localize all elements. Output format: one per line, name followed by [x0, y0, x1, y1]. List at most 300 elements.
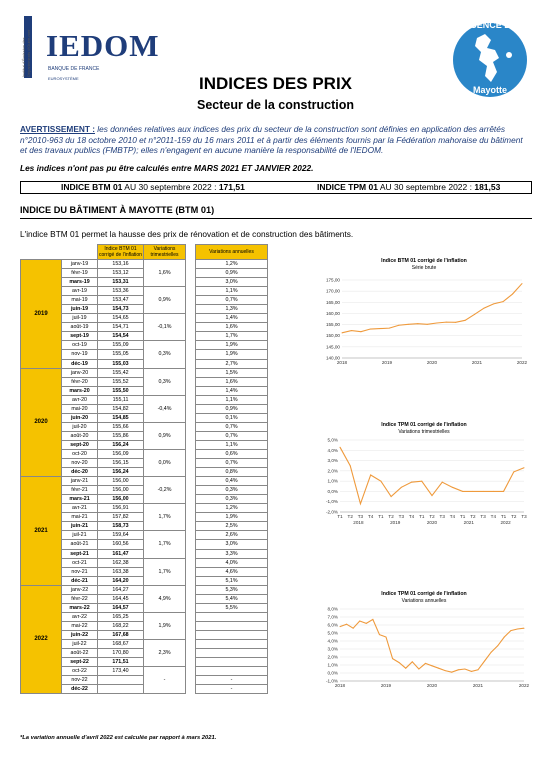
- chart-title: Indice TPM 01 corrigé de l'inflation: [381, 591, 467, 597]
- month-cell: sept-20: [62, 440, 98, 449]
- month-header: [62, 245, 98, 260]
- month-cell: juil-20: [62, 422, 98, 431]
- x-tick-label: T3: [357, 514, 364, 519]
- data-point: [493, 491, 494, 492]
- index-value-cell: 157,82: [98, 513, 144, 522]
- data-point: [425, 663, 426, 664]
- month-cell: avr-20: [62, 395, 98, 404]
- year-cell: 2020: [21, 368, 62, 477]
- annual-variation-cell: 0,3%: [196, 495, 268, 504]
- index-value-cell: 168,22: [98, 621, 144, 630]
- data-point: [472, 491, 473, 492]
- index-value-cell: 154,73: [98, 305, 144, 314]
- annual-variation-cell: 0,9%: [196, 404, 268, 413]
- index-value-cell: 156,00: [98, 477, 144, 486]
- chart-svg: [318, 589, 530, 689]
- x-tick-label: T1: [378, 514, 384, 519]
- y-tick-label: 3,0%: [327, 646, 338, 652]
- y-tick-label: 145,00: [325, 344, 340, 350]
- table-row: [21, 477, 268, 486]
- section-title: INDICE DU BÂTIMENT À MAYOTTE (BTM 01): [20, 205, 215, 215]
- data-point: [464, 669, 465, 670]
- annual-variation-cell: 1,6%: [196, 323, 268, 332]
- data-point: [446, 322, 447, 323]
- x-tick-label: T1: [337, 514, 343, 519]
- quarterly-variation-cell: 1,7%: [144, 531, 186, 558]
- index-value-cell: 154,82: [98, 404, 144, 413]
- quarterly-variation-cell: 0,0%: [144, 449, 186, 476]
- quarterly-variation-cell: 1,7%: [144, 558, 186, 585]
- data-point: [350, 465, 351, 466]
- svg-text:AGENCE DE: AGENCE DE: [463, 20, 517, 30]
- annual-variation-cell: 5,1%: [196, 576, 268, 585]
- month-cell: déc-19: [62, 359, 98, 368]
- y-tick-label: 1,0%: [327, 662, 338, 668]
- month-cell: juil-21: [62, 531, 98, 540]
- chart-btm-raw: [318, 256, 530, 368]
- x-tick-label: T1: [459, 514, 466, 519]
- data-point: [452, 487, 453, 488]
- annual-variation-cell: [196, 658, 268, 667]
- index-header: Indice BTM 01 corrigé de l'inflation: [99, 245, 142, 258]
- index-value-cell: 155,11: [98, 395, 144, 404]
- annual-variation-cell: [196, 649, 268, 658]
- data-point: [503, 301, 504, 302]
- data-point: [484, 661, 485, 662]
- annual-variation-cell: 1,9%: [196, 341, 268, 350]
- annual-variation-cell: 1,9%: [196, 513, 268, 522]
- x-tick-label: 2022: [516, 360, 528, 365]
- data-point: [417, 323, 418, 324]
- index-value-cell: 158,73: [98, 522, 144, 531]
- x-tick-label: T4: [408, 514, 415, 519]
- data-point: [510, 630, 511, 631]
- annual-variation-cell: 0,1%: [196, 413, 268, 422]
- annual-variation-cell: 0,7%: [196, 459, 268, 468]
- annual-variation-cell: 1,2%: [196, 260, 268, 269]
- data-point: [412, 661, 413, 662]
- data-point: [391, 496, 392, 497]
- x-tick-label: T1: [419, 514, 425, 519]
- tpm-summary: [317, 182, 500, 193]
- data-point: [465, 320, 466, 321]
- tpm-value: 181,53: [474, 182, 501, 192]
- annual-header: Variations annuelles: [196, 245, 268, 260]
- month-cell: déc-21: [62, 576, 98, 585]
- month-cell: mai-20: [62, 404, 98, 413]
- chart-subtitle: Série brute: [411, 265, 437, 271]
- annual-variation-cell: 4,6%: [196, 567, 268, 576]
- x-tick-label: T3: [439, 514, 445, 519]
- index-summary-box: [20, 181, 532, 194]
- index-value-cell: 163,38: [98, 567, 144, 576]
- annual-variation-cell: 1,4%: [196, 386, 268, 395]
- month-cell: janv-22: [62, 585, 98, 594]
- y-tick-label: 0,0%: [327, 670, 338, 676]
- index-value-cell: 153,36: [98, 287, 144, 296]
- y-tick-label: 2,0%: [327, 654, 338, 660]
- month-cell: mai-22: [62, 621, 98, 630]
- annual-variation-cell: 0,7%: [196, 422, 268, 431]
- month-cell: juin-19: [62, 305, 98, 314]
- annual-variation-cell: 1,9%: [196, 350, 268, 359]
- data-point: [379, 634, 380, 635]
- index-value-cell: 168,67: [98, 639, 144, 648]
- y-tick-label: 0,0%: [327, 488, 338, 494]
- agence-mayotte-logo: [447, 10, 533, 110]
- index-value-cell: 170,80: [98, 649, 144, 658]
- index-value-cell: 161,47: [98, 549, 144, 558]
- data-point: [524, 467, 525, 468]
- annual-variation-cell: 1,4%: [196, 314, 268, 323]
- month-cell: mars-21: [62, 495, 98, 504]
- data-point: [513, 471, 514, 472]
- intro-text: L'indice BTM 01 permet la hausse des prix de rénovation et de construction des bâtiments.: [20, 229, 354, 239]
- month-cell: août-22: [62, 649, 98, 658]
- y-tick-label: 6,0%: [327, 622, 338, 628]
- annual-variation-cell: 0,4%: [196, 477, 268, 486]
- index-value-cell: [98, 676, 144, 685]
- data-point: [474, 314, 475, 315]
- chart-tpm-annual: [318, 589, 530, 689]
- annual-variation-cell: 0,7%: [196, 296, 268, 305]
- month-cell: sept-22: [62, 658, 98, 667]
- quarterly-variation-cell: 0,9%: [144, 287, 186, 314]
- month-cell: mai-19: [62, 296, 98, 305]
- data-point: [462, 491, 463, 492]
- spacer-cell: [186, 314, 196, 341]
- chart-subtitle: Variations annuelles: [401, 598, 447, 604]
- data-point: [436, 323, 437, 324]
- table-row: [21, 260, 268, 269]
- data-point: [405, 668, 406, 669]
- series-line: [340, 619, 524, 672]
- spacer-cell: [186, 449, 196, 476]
- annual-variation-cell: 0,6%: [196, 449, 268, 458]
- x-tick-label: 2020: [426, 683, 438, 688]
- index-value-cell: 156,15: [98, 459, 144, 468]
- y-tick-label: 8,0%: [327, 606, 338, 612]
- data-point: [401, 487, 402, 488]
- index-value-cell: 155,09: [98, 341, 144, 350]
- data-point: [478, 669, 479, 670]
- data-point: [497, 645, 498, 646]
- month-cell: mars-20: [62, 386, 98, 395]
- data-point: [471, 671, 472, 672]
- y-tick-label: 155,00: [325, 322, 340, 328]
- index-value-cell: 153,47: [98, 296, 144, 305]
- y-tick-label: 140,00: [325, 355, 340, 361]
- month-cell: juil-22: [62, 639, 98, 648]
- svg-text:Mayotte: Mayotte: [472, 85, 508, 95]
- x-tick-label: 2020: [426, 360, 438, 365]
- data-point: [455, 322, 456, 323]
- month-cell: févr-21: [62, 486, 98, 495]
- data-point: [399, 662, 400, 663]
- data-point: [491, 652, 492, 653]
- annual-variation-cell: 5,4%: [196, 594, 268, 603]
- x-group-label: 2022: [500, 520, 511, 525]
- quarterly-variation-cell: 1,7%: [144, 504, 186, 531]
- index-value-cell: 155,03: [98, 359, 144, 368]
- quarterly-variation-cell: 2,3%: [144, 639, 186, 666]
- section-divider: [20, 218, 532, 219]
- data-point: [512, 294, 513, 295]
- month-cell: oct-21: [62, 558, 98, 567]
- month-cell: août-21: [62, 540, 98, 549]
- spacer-header: [186, 245, 196, 260]
- y-tick-label: 160,00: [325, 310, 340, 316]
- table-row: [21, 368, 268, 377]
- index-value-cell: 156,00: [98, 495, 144, 504]
- index-value-cell: 153,16: [98, 260, 144, 269]
- chart-title: Indice TPM 01 corrigé de l'inflation: [381, 422, 467, 428]
- spacer-cell: [186, 639, 196, 666]
- spacer-cell: [186, 531, 196, 558]
- index-value-cell: 164,27: [98, 585, 144, 594]
- y-tick-label: -1,0%: [325, 499, 338, 505]
- month-cell: mars-22: [62, 603, 98, 612]
- x-tick-label: T1: [500, 514, 507, 519]
- x-tick-label: T4: [490, 514, 497, 519]
- month-cell: avr-19: [62, 287, 98, 296]
- month-cell: avr-22: [62, 612, 98, 621]
- spacer-cell: [186, 504, 196, 531]
- spacer-cell: [186, 395, 196, 422]
- index-value-cell: 155,66: [98, 422, 144, 431]
- index-value-cell: [98, 685, 144, 694]
- quarterly-variation-cell: 0,3%: [144, 368, 186, 395]
- chart-title: Indice BTM 01 corrigé de l'inflation: [381, 258, 467, 264]
- y-tick-label: -2,0%: [325, 509, 338, 515]
- data-point: [522, 283, 523, 284]
- x-group-label: 2018: [353, 520, 364, 525]
- data-point: [483, 491, 484, 492]
- not-calculated-note: Les indices n'ont pas pu être calculés entre MARS 2021 ET JANVIER 2022.: [20, 163, 314, 173]
- index-value-cell: 153,12: [98, 269, 144, 278]
- month-cell: mars-19: [62, 278, 98, 287]
- iedom-logo-sub2: EUROSYSTÈME: [48, 76, 79, 81]
- warning-text: [20, 124, 530, 156]
- x-tick-label: 2021: [472, 683, 484, 688]
- quarterly-variation-cell: -0,4%: [144, 395, 186, 422]
- iedom-logo-side-text: Institut d'Émission des Départements d'Outre-mer: [21, 29, 31, 77]
- index-value-cell: 156,09: [98, 449, 144, 458]
- chart-tpm-quarterly: [318, 420, 530, 528]
- data-point: [340, 626, 341, 627]
- month-cell: juin-22: [62, 630, 98, 639]
- spacer-cell: [186, 422, 196, 449]
- spacer-cell: [186, 287, 196, 314]
- data-point: [421, 481, 422, 482]
- y-tick-label: 150,00: [325, 333, 340, 339]
- x-tick-label: T3: [480, 514, 486, 519]
- data-point: [380, 481, 381, 482]
- index-value-cell: 164,45: [98, 594, 144, 603]
- data-point: [359, 621, 360, 622]
- data-point: [438, 668, 439, 669]
- chart-svg: [318, 256, 530, 368]
- month-cell: oct-22: [62, 667, 98, 676]
- month-cell: nov-19: [62, 350, 98, 359]
- annual-variation-cell: -: [196, 676, 268, 685]
- data-point: [458, 669, 459, 670]
- data-point: [346, 624, 347, 625]
- annual-variation-cell: 1,1%: [196, 287, 268, 296]
- page-subtitle: Secteur de la construction: [197, 98, 354, 112]
- quarterly-variation-cell: 1,9%: [144, 612, 186, 639]
- month-cell: sept-21: [62, 549, 98, 558]
- year-cell: 2019: [21, 260, 62, 369]
- annual-variation-cell: 1,6%: [196, 377, 268, 386]
- quarterly-variation-cell: 0,3%: [144, 341, 186, 368]
- quarterly-variation-cell: 4,9%: [144, 585, 186, 612]
- y-tick-label: 175,00: [325, 277, 340, 283]
- index-value-cell: 154,71: [98, 323, 144, 332]
- index-value-cell: 155,05: [98, 350, 144, 359]
- annual-variation-cell: 1,7%: [196, 332, 268, 341]
- index-value-cell: 167,68: [98, 630, 144, 639]
- annual-variation-cell: 5,3%: [196, 585, 268, 594]
- data-point: [442, 482, 443, 483]
- month-cell: janv-19: [62, 260, 98, 269]
- spacer-cell: [186, 585, 196, 612]
- y-tick-label: -1,0%: [325, 678, 338, 684]
- data-point: [351, 330, 352, 331]
- y-tick-label: 5,0%: [327, 437, 338, 443]
- tpm-label: INDICE TPM 01: [317, 182, 378, 192]
- iedom-logo-word: IEDOM: [46, 28, 160, 63]
- tpm-date: AU 30 septembre 2022 :: [377, 182, 475, 192]
- quarterly-variation-cell: -: [144, 667, 186, 694]
- year-cell: 2021: [21, 477, 62, 586]
- quarterly-variation-cell: 0,9%: [144, 422, 186, 449]
- x-tick-label: 2018: [336, 360, 348, 365]
- index-value-cell: 156,24: [98, 468, 144, 477]
- spacer-cell: [186, 341, 196, 368]
- year-header: [21, 245, 62, 260]
- annual-variation-cell: 1,2%: [196, 504, 268, 513]
- index-value-cell: 164,20: [98, 576, 144, 585]
- annual-variation-cell: 1,3%: [196, 305, 268, 314]
- btm-date: AU 30 septembre 2022 :: [122, 182, 219, 192]
- y-tick-label: 7,0%: [327, 614, 338, 620]
- index-value-cell: 171,51: [98, 658, 144, 667]
- month-cell: sept-19: [62, 332, 98, 341]
- x-tick-label: T3: [398, 514, 405, 519]
- spacer-cell: [186, 667, 196, 694]
- data-point: [408, 324, 409, 325]
- quarterly-variation-cell: -0,1%: [144, 314, 186, 341]
- data-point: [372, 619, 373, 620]
- index-value-cell: 155,52: [98, 377, 144, 386]
- month-cell: juin-21: [62, 522, 98, 531]
- x-tick-label: T4: [367, 514, 374, 519]
- index-value-cell: 165,25: [98, 612, 144, 621]
- month-cell: juil-19: [62, 314, 98, 323]
- index-value-cell: 155,50: [98, 386, 144, 395]
- x-tick-label: T2: [388, 514, 394, 519]
- chart-subtitle: Variations trimestrielles: [398, 429, 450, 435]
- annual-variation-cell: 0,8%: [196, 468, 268, 477]
- y-tick-label: 1,0%: [327, 478, 338, 484]
- btm-data-table: [20, 244, 268, 694]
- data-point: [445, 670, 446, 671]
- data-point: [342, 332, 343, 333]
- data-point: [427, 324, 428, 325]
- x-tick-label: 2021: [471, 360, 483, 365]
- page-title: INDICES DES PRIX: [198, 74, 353, 93]
- data-point: [360, 503, 361, 504]
- month-cell: nov-20: [62, 459, 98, 468]
- annual-variation-cell: 0,9%: [196, 269, 268, 278]
- spacer-cell: [186, 477, 196, 504]
- annual-variation-cell: -: [196, 685, 268, 694]
- data-point: [379, 328, 380, 329]
- annual-variation-cell: [196, 667, 268, 676]
- annual-variation-cell: 1,5%: [196, 368, 268, 377]
- data-point: [451, 672, 452, 673]
- x-tick-label: T2: [429, 514, 435, 519]
- index-value-cell: 164,57: [98, 603, 144, 612]
- y-tick-label: 170,00: [325, 288, 340, 294]
- data-point: [432, 665, 433, 666]
- annual-variation-cell: 2,5%: [196, 522, 268, 531]
- data-point: [418, 669, 419, 670]
- data-point: [366, 623, 367, 624]
- annual-variation-cell: 3,0%: [196, 540, 268, 549]
- index-value-cell: 160,56: [98, 540, 144, 549]
- index-value-cell: 155,42: [98, 368, 144, 377]
- x-tick-label: 2019: [380, 683, 392, 688]
- iedom-logo-sub: BANQUE DE FRANCE: [48, 66, 100, 72]
- month-cell: oct-20: [62, 449, 98, 458]
- x-tick-label: T2: [347, 514, 353, 519]
- index-value-cell: 156,24: [98, 440, 144, 449]
- annual-variation-cell: 0,7%: [196, 431, 268, 440]
- index-value-cell: 156,00: [98, 486, 144, 495]
- index-value-cell: 155,86: [98, 431, 144, 440]
- month-cell: août-19: [62, 323, 98, 332]
- index-value-cell: 159,64: [98, 531, 144, 540]
- annual-variation-cell: 2,7%: [196, 359, 268, 368]
- data-point: [504, 637, 505, 638]
- annual-variation-cell: 1,1%: [196, 440, 268, 449]
- month-cell: févr-19: [62, 269, 98, 278]
- annual-variation-cell: [196, 639, 268, 648]
- quarterly-variation-cell: 1,6%: [144, 260, 186, 287]
- x-tick-label: T2: [470, 514, 476, 519]
- annual-variation-cell: 5,5%: [196, 603, 268, 612]
- data-point: [370, 474, 371, 475]
- index-value-cell: 156,91: [98, 504, 144, 513]
- annual-variation-cell: 4,0%: [196, 558, 268, 567]
- data-point: [503, 491, 504, 492]
- data-point: [484, 308, 485, 309]
- year-cell: 2022: [21, 585, 62, 694]
- annual-variation-cell: [196, 612, 268, 621]
- spacer-cell: [186, 612, 196, 639]
- y-tick-label: 4,0%: [327, 447, 338, 453]
- quarterly-variation-cell: -0,2%: [144, 477, 186, 504]
- x-tick-label: 2022: [518, 683, 530, 688]
- data-point: [524, 628, 525, 629]
- data-point: [392, 658, 393, 659]
- month-cell: oct-19: [62, 341, 98, 350]
- x-tick-label: 2018: [334, 683, 346, 688]
- x-group-label: 2019: [390, 520, 401, 525]
- data-point: [353, 628, 354, 629]
